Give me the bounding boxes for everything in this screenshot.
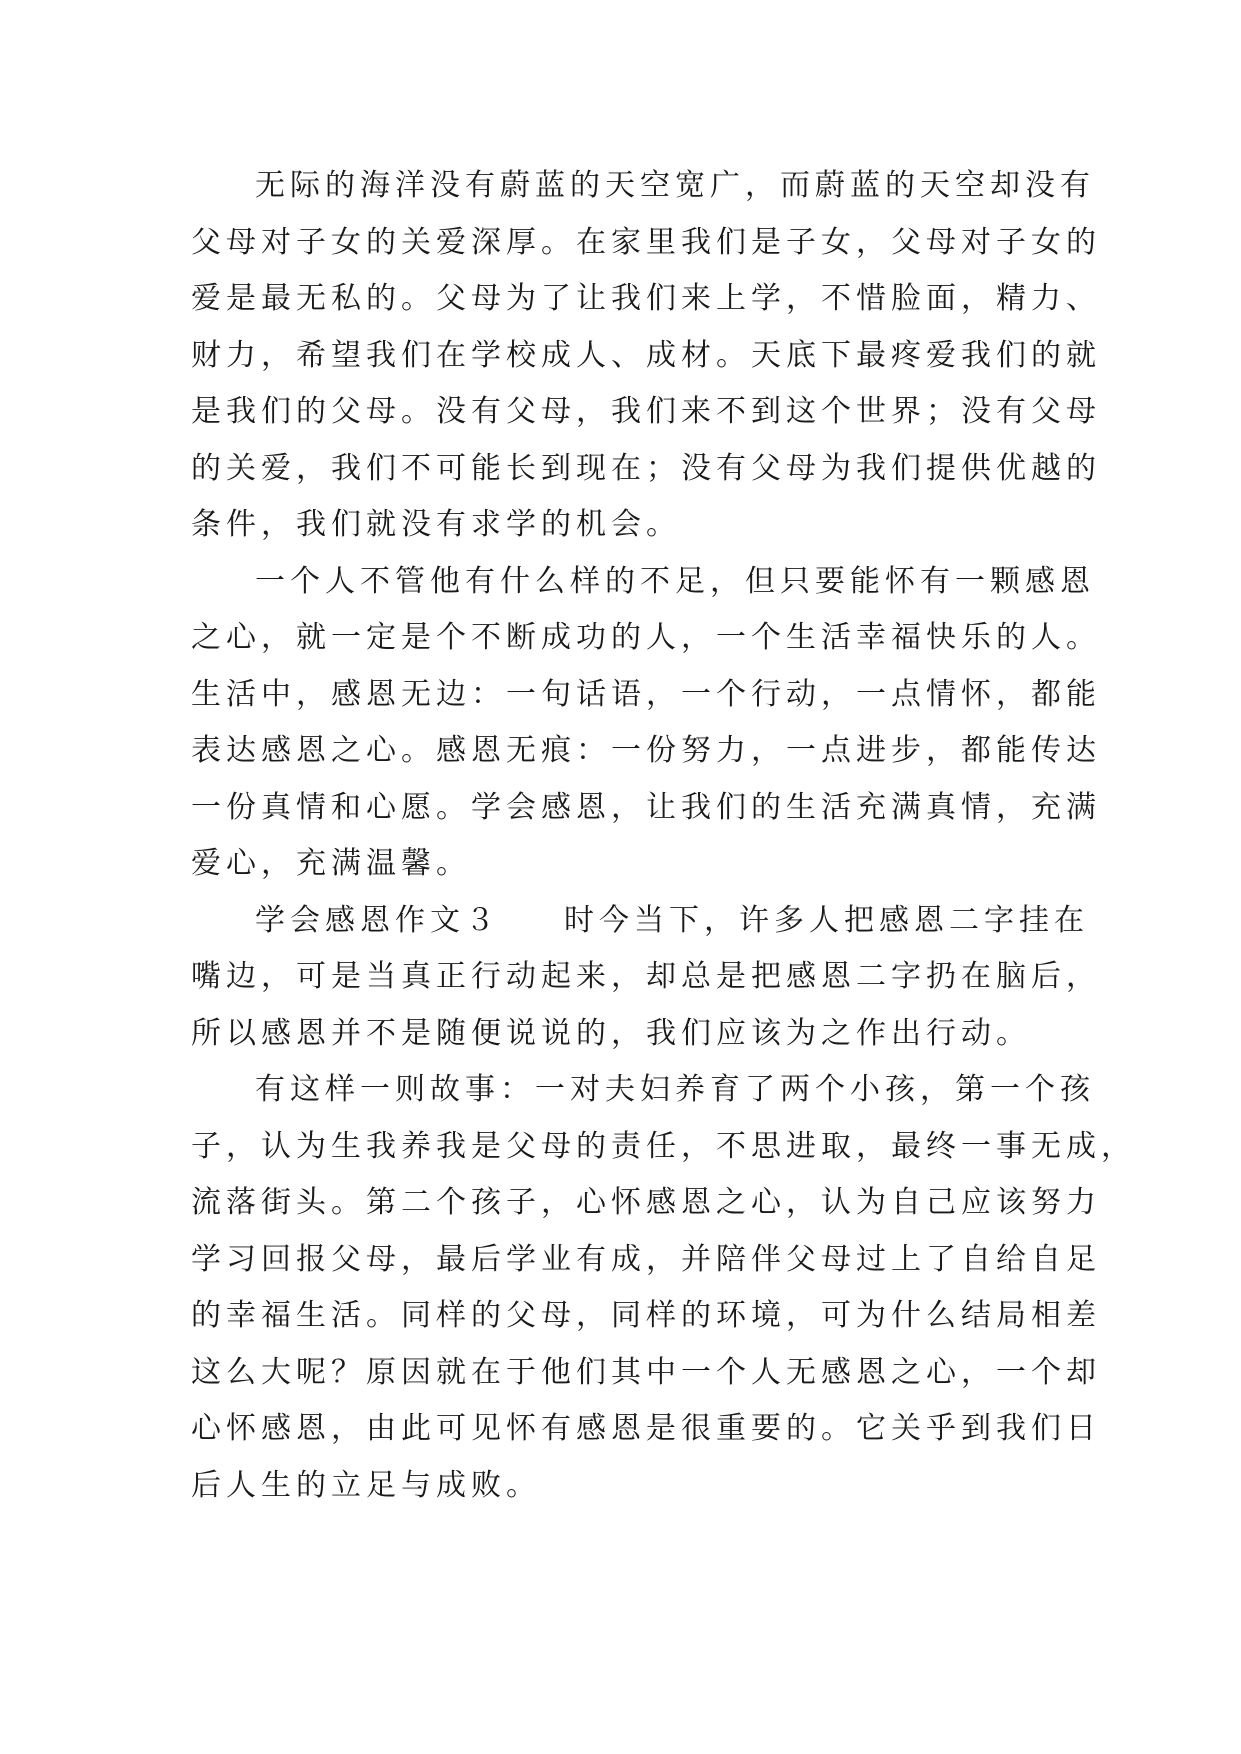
text-line: 是我们的父母。没有父母，我们来不到这个世界；没有父母 bbox=[191, 394, 1101, 429]
text-line: 的幸福生活。同样的父母，同样的环境，可为什么结局相差 bbox=[191, 1298, 1101, 1333]
text-line: 学习回报父母，最后学业有成，并陪伴父母过上了自给自足 bbox=[191, 1241, 1101, 1277]
text-line: 爱心，充满温馨。 bbox=[191, 846, 471, 881]
text-line: 一份真情和心愿。学会感恩，让我们的生活充满真情，充满 bbox=[191, 789, 1101, 825]
text-line: 这么大呢？原因就在于他们其中一个人无感恩之心，一个却 bbox=[191, 1354, 1101, 1390]
text-line: 所以感恩并不是随便说说的，我们应该为之作出行动。 bbox=[191, 1015, 1031, 1051]
essay-heading-line bbox=[191, 893, 1089, 950]
text-line: 财力，希望我们在学校成人、成材。天底下最疼爱我们的就 bbox=[191, 337, 1101, 373]
text-line: 爱是最无私的。父母为了让我们来上学，不惜脸面，精力、 bbox=[191, 281, 1101, 316]
text-line: 子，认为生我养我是父母的责任，不思进取，最终一事无成， bbox=[191, 1128, 1136, 1164]
text-line: 的关爱，我们不可能长到现在；没有父母为我们提供优越的 bbox=[191, 450, 1101, 486]
essay-heading: 学会感恩作文３ bbox=[255, 902, 500, 938]
essay-opening-text: 时今当下，许多人把感恩二字挂在 bbox=[564, 902, 1089, 938]
text-line: 一个人不管他有什么样的不足，但只要能怀有一颗感恩 bbox=[255, 563, 1095, 599]
text-line: 流落街头。第二个孩子，心怀感恩之心，认为自己应该努力 bbox=[191, 1185, 1101, 1220]
text-line: 条件，我们就没有求学的机会。 bbox=[191, 507, 681, 542]
text-line: 之心，就一定是个不断成功的人，一个生活幸福快乐的人。 bbox=[191, 620, 1101, 655]
text-line: 后人生的立足与成败。 bbox=[191, 1467, 541, 1503]
text-line: 心怀感恩，由此可见怀有感恩是很重要的。它关乎到我们日 bbox=[191, 1411, 1101, 1446]
text-line: 父母对子女的关爱深厚。在家里我们是子女，父母对子女的 bbox=[191, 224, 1101, 260]
text-line: 嘴边，可是当真正行动起来，却总是把感恩二字扔在脑后， bbox=[191, 959, 1101, 994]
text-line: 生活中，感恩无边：一句话语，一个行动，一点情怀，都能 bbox=[191, 676, 1101, 712]
document-body bbox=[191, 158, 1136, 1514]
text-line: 无际的海洋没有蔚蓝的天空宽广，而蔚蓝的天空却没有 bbox=[255, 168, 1095, 203]
text-line: 表达感恩之心。感恩无痕：一份努力，一点进步，都能传达 bbox=[191, 733, 1101, 768]
text-line: 有这样一则故事：一对夫妇养育了两个小孩，第一个孩 bbox=[255, 1072, 1095, 1107]
